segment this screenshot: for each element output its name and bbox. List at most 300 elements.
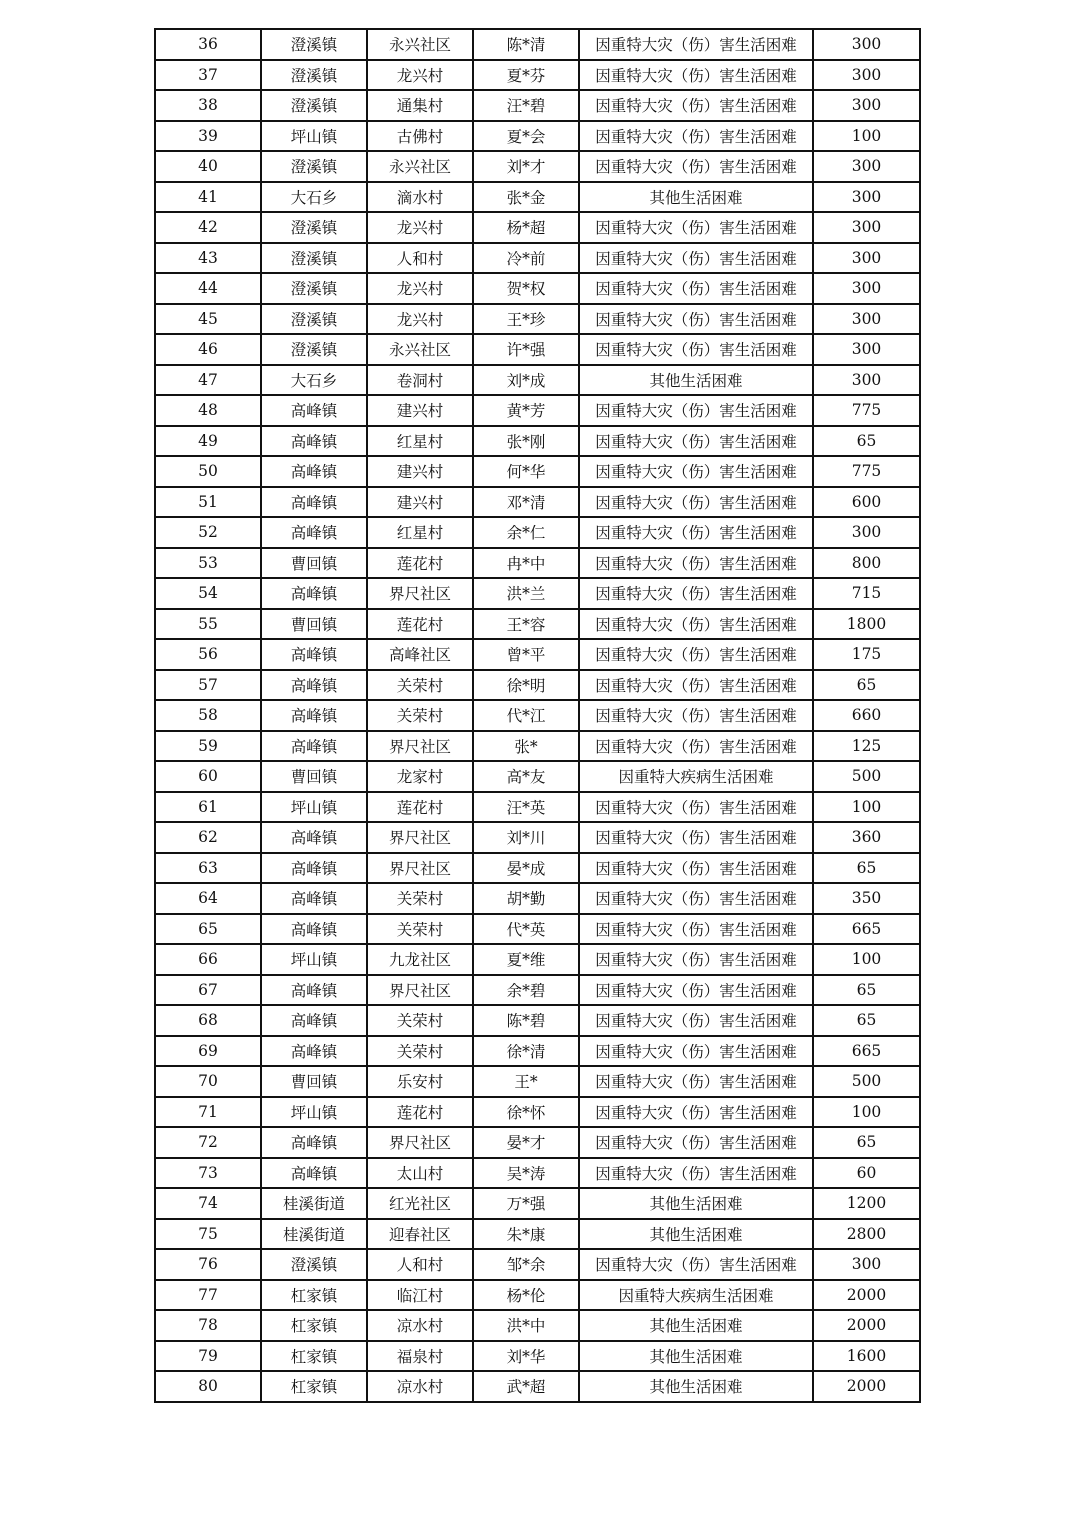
cell-index: 39 bbox=[155, 121, 261, 152]
cell-town: 澄溪镇 bbox=[261, 60, 367, 91]
table-row bbox=[155, 487, 920, 518]
table-row bbox=[155, 792, 920, 823]
cell-index: 73 bbox=[155, 1158, 261, 1189]
cell-town: 高峰镇 bbox=[261, 853, 367, 884]
cell-village: 关荣村 bbox=[367, 670, 473, 701]
cell-reason: 其他生活困难 bbox=[579, 182, 813, 213]
cell-index: 66 bbox=[155, 944, 261, 975]
cell-village: 界尺社区 bbox=[367, 822, 473, 853]
cell-reason: 因重特大灾（伤）害生活困难 bbox=[579, 426, 813, 457]
cell-index: 38 bbox=[155, 90, 261, 121]
cell-reason: 因重特大灾（伤）害生活困难 bbox=[579, 1097, 813, 1128]
cell-index: 76 bbox=[155, 1249, 261, 1280]
cell-village: 凉水村 bbox=[367, 1310, 473, 1341]
cell-amount: 65 bbox=[813, 1005, 920, 1036]
cell-reason: 因重特大灾（伤）害生活困难 bbox=[579, 975, 813, 1006]
cell-amount: 500 bbox=[813, 761, 920, 792]
cell-village: 界尺社区 bbox=[367, 731, 473, 762]
cell-name: 张*金 bbox=[473, 182, 579, 213]
cell-reason: 因重特大灾（伤）害生活困难 bbox=[579, 395, 813, 426]
cell-amount: 65 bbox=[813, 1127, 920, 1158]
cell-reason: 因重特大灾（伤）害生活困难 bbox=[579, 212, 813, 243]
cell-reason: 因重特大灾（伤）害生活困难 bbox=[579, 121, 813, 152]
cell-index: 70 bbox=[155, 1066, 261, 1097]
cell-village: 九龙社区 bbox=[367, 944, 473, 975]
cell-amount: 300 bbox=[813, 90, 920, 121]
cell-village: 永兴社区 bbox=[367, 29, 473, 60]
cell-name: 夏*维 bbox=[473, 944, 579, 975]
cell-name: 汪*碧 bbox=[473, 90, 579, 121]
cell-name: 张*刚 bbox=[473, 426, 579, 457]
cell-index: 45 bbox=[155, 304, 261, 335]
cell-name: 贺*权 bbox=[473, 273, 579, 304]
cell-name: 余*碧 bbox=[473, 975, 579, 1006]
table-row bbox=[155, 273, 920, 304]
cell-amount: 65 bbox=[813, 975, 920, 1006]
cell-index: 46 bbox=[155, 334, 261, 365]
cell-village: 凉水村 bbox=[367, 1371, 473, 1402]
cell-town: 高峰镇 bbox=[261, 1036, 367, 1067]
cell-index: 62 bbox=[155, 822, 261, 853]
cell-name: 余*仁 bbox=[473, 517, 579, 548]
table-row bbox=[155, 1005, 920, 1036]
cell-amount: 665 bbox=[813, 914, 920, 945]
cell-reason: 因重特大灾（伤）害生活困难 bbox=[579, 1249, 813, 1280]
cell-amount: 300 bbox=[813, 182, 920, 213]
cell-amount: 65 bbox=[813, 853, 920, 884]
cell-amount: 360 bbox=[813, 822, 920, 853]
cell-town: 坪山镇 bbox=[261, 944, 367, 975]
cell-town: 高峰镇 bbox=[261, 883, 367, 914]
table-row bbox=[155, 60, 920, 91]
cell-town: 高峰镇 bbox=[261, 700, 367, 731]
cell-reason: 其他生活困难 bbox=[579, 1219, 813, 1250]
table-row bbox=[155, 1066, 920, 1097]
cell-village: 关荣村 bbox=[367, 883, 473, 914]
table-row bbox=[155, 1036, 920, 1067]
cell-index: 40 bbox=[155, 151, 261, 182]
cell-amount: 300 bbox=[813, 1249, 920, 1280]
cell-name: 刘*川 bbox=[473, 822, 579, 853]
cell-amount: 775 bbox=[813, 456, 920, 487]
cell-reason: 其他生活困难 bbox=[579, 1341, 813, 1372]
cell-name: 徐*清 bbox=[473, 1036, 579, 1067]
cell-index: 53 bbox=[155, 548, 261, 579]
cell-index: 47 bbox=[155, 365, 261, 396]
cell-index: 41 bbox=[155, 182, 261, 213]
cell-reason: 其他生活困难 bbox=[579, 1310, 813, 1341]
cell-name: 吴*涛 bbox=[473, 1158, 579, 1189]
cell-village: 永兴社区 bbox=[367, 334, 473, 365]
table-row bbox=[155, 639, 920, 670]
cell-amount: 2000 bbox=[813, 1280, 920, 1311]
cell-name: 杨*伦 bbox=[473, 1280, 579, 1311]
table-row bbox=[155, 456, 920, 487]
cell-name: 王* bbox=[473, 1066, 579, 1097]
table-row bbox=[155, 212, 920, 243]
cell-name: 胡*勤 bbox=[473, 883, 579, 914]
cell-name: 刘*才 bbox=[473, 151, 579, 182]
cell-amount: 2800 bbox=[813, 1219, 920, 1250]
cell-name: 王*容 bbox=[473, 609, 579, 640]
table-row bbox=[155, 700, 920, 731]
cell-index: 67 bbox=[155, 975, 261, 1006]
cell-reason: 因重特大灾（伤）害生活困难 bbox=[579, 334, 813, 365]
table-row bbox=[155, 517, 920, 548]
cell-amount: 300 bbox=[813, 29, 920, 60]
cell-village: 莲花村 bbox=[367, 792, 473, 823]
cell-reason: 因重特大灾（伤）害生活困难 bbox=[579, 1066, 813, 1097]
cell-village: 通集村 bbox=[367, 90, 473, 121]
table-row bbox=[155, 334, 920, 365]
cell-reason: 因重特大灾（伤）害生活困难 bbox=[579, 548, 813, 579]
table-row bbox=[155, 853, 920, 884]
table-row bbox=[155, 1371, 920, 1402]
cell-town: 杠家镇 bbox=[261, 1310, 367, 1341]
cell-town: 高峰镇 bbox=[261, 487, 367, 518]
cell-name: 代*江 bbox=[473, 700, 579, 731]
table-row bbox=[155, 90, 920, 121]
cell-town: 高峰镇 bbox=[261, 731, 367, 762]
cell-amount: 2000 bbox=[813, 1371, 920, 1402]
cell-reason: 因重特大灾（伤）害生活困难 bbox=[579, 456, 813, 487]
cell-amount: 2000 bbox=[813, 1310, 920, 1341]
cell-village: 龙兴村 bbox=[367, 273, 473, 304]
cell-name: 何*华 bbox=[473, 456, 579, 487]
cell-village: 迎春社区 bbox=[367, 1219, 473, 1250]
cell-name: 杨*超 bbox=[473, 212, 579, 243]
cell-amount: 1200 bbox=[813, 1188, 920, 1219]
table-row bbox=[155, 1341, 920, 1372]
cell-index: 61 bbox=[155, 792, 261, 823]
cell-reason: 因重特大灾（伤）害生活困难 bbox=[579, 700, 813, 731]
cell-village: 建兴村 bbox=[367, 456, 473, 487]
cell-reason: 因重特大灾（伤）害生活困难 bbox=[579, 883, 813, 914]
cell-name: 陈*碧 bbox=[473, 1005, 579, 1036]
table-row bbox=[155, 121, 920, 152]
cell-town: 高峰镇 bbox=[261, 578, 367, 609]
table-row bbox=[155, 426, 920, 457]
cell-town: 澄溪镇 bbox=[261, 304, 367, 335]
cell-name: 洪*中 bbox=[473, 1310, 579, 1341]
table-row bbox=[155, 1249, 920, 1280]
cell-index: 77 bbox=[155, 1280, 261, 1311]
cell-name: 王*珍 bbox=[473, 304, 579, 335]
cell-amount: 300 bbox=[813, 273, 920, 304]
cell-village: 龙家村 bbox=[367, 761, 473, 792]
cell-name: 冉*中 bbox=[473, 548, 579, 579]
table-row bbox=[155, 914, 920, 945]
cell-name: 晏*成 bbox=[473, 853, 579, 884]
cell-amount: 100 bbox=[813, 121, 920, 152]
cell-amount: 300 bbox=[813, 365, 920, 396]
cell-village: 红星村 bbox=[367, 517, 473, 548]
cell-index: 80 bbox=[155, 1371, 261, 1402]
cell-village: 关荣村 bbox=[367, 914, 473, 945]
cell-town: 曹回镇 bbox=[261, 548, 367, 579]
cell-town: 澄溪镇 bbox=[261, 334, 367, 365]
cell-name: 邓*清 bbox=[473, 487, 579, 518]
cell-town: 坪山镇 bbox=[261, 792, 367, 823]
cell-town: 高峰镇 bbox=[261, 456, 367, 487]
cell-index: 60 bbox=[155, 761, 261, 792]
cell-name: 万*强 bbox=[473, 1188, 579, 1219]
table-row bbox=[155, 1158, 920, 1189]
table-row bbox=[155, 1280, 920, 1311]
cell-reason: 因重特大灾（伤）害生活困难 bbox=[579, 822, 813, 853]
cell-index: 79 bbox=[155, 1341, 261, 1372]
cell-name: 高*友 bbox=[473, 761, 579, 792]
cell-village: 关荣村 bbox=[367, 700, 473, 731]
table-row bbox=[155, 761, 920, 792]
cell-reason: 因重特大灾（伤）害生活困难 bbox=[579, 487, 813, 518]
cell-town: 杠家镇 bbox=[261, 1341, 367, 1372]
table-row bbox=[155, 151, 920, 182]
cell-amount: 60 bbox=[813, 1158, 920, 1189]
table-row bbox=[155, 1127, 920, 1158]
cell-name: 邹*余 bbox=[473, 1249, 579, 1280]
table-row bbox=[155, 731, 920, 762]
cell-amount: 300 bbox=[813, 304, 920, 335]
cell-amount: 300 bbox=[813, 334, 920, 365]
cell-reason: 因重特大灾（伤）害生活困难 bbox=[579, 304, 813, 335]
cell-town: 大石乡 bbox=[261, 182, 367, 213]
cell-village: 乐安村 bbox=[367, 1066, 473, 1097]
table-row bbox=[155, 182, 920, 213]
cell-amount: 300 bbox=[813, 517, 920, 548]
table-row bbox=[155, 578, 920, 609]
table-row bbox=[155, 822, 920, 853]
cell-village: 界尺社区 bbox=[367, 578, 473, 609]
cell-amount: 100 bbox=[813, 792, 920, 823]
table-row bbox=[155, 395, 920, 426]
table-row bbox=[155, 1097, 920, 1128]
cell-name: 刘*华 bbox=[473, 1341, 579, 1372]
cell-amount: 665 bbox=[813, 1036, 920, 1067]
cell-village: 建兴村 bbox=[367, 487, 473, 518]
cell-index: 49 bbox=[155, 426, 261, 457]
cell-amount: 300 bbox=[813, 212, 920, 243]
cell-town: 澄溪镇 bbox=[261, 90, 367, 121]
cell-index: 72 bbox=[155, 1127, 261, 1158]
cell-town: 桂溪街道 bbox=[261, 1188, 367, 1219]
cell-index: 63 bbox=[155, 853, 261, 884]
cell-name: 汪*英 bbox=[473, 792, 579, 823]
cell-reason: 因重特大灾（伤）害生活困难 bbox=[579, 1158, 813, 1189]
cell-village: 龙兴村 bbox=[367, 212, 473, 243]
cell-village: 关荣村 bbox=[367, 1036, 473, 1067]
cell-town: 澄溪镇 bbox=[261, 1249, 367, 1280]
cell-name: 武*超 bbox=[473, 1371, 579, 1402]
table-row bbox=[155, 1310, 920, 1341]
cell-reason: 因重特大灾（伤）害生活困难 bbox=[579, 1005, 813, 1036]
cell-index: 48 bbox=[155, 395, 261, 426]
cell-town: 高峰镇 bbox=[261, 670, 367, 701]
table-row bbox=[155, 883, 920, 914]
cell-reason: 其他生活困难 bbox=[579, 365, 813, 396]
cell-index: 74 bbox=[155, 1188, 261, 1219]
cell-village: 永兴社区 bbox=[367, 151, 473, 182]
cell-name: 徐*怀 bbox=[473, 1097, 579, 1128]
cell-amount: 1600 bbox=[813, 1341, 920, 1372]
cell-reason: 因重特大灾（伤）害生活困难 bbox=[579, 273, 813, 304]
cell-village: 滴水村 bbox=[367, 182, 473, 213]
cell-name: 陈*清 bbox=[473, 29, 579, 60]
cell-village: 莲花村 bbox=[367, 1097, 473, 1128]
cell-name: 刘*成 bbox=[473, 365, 579, 396]
cell-name: 洪*兰 bbox=[473, 578, 579, 609]
cell-town: 高峰镇 bbox=[261, 822, 367, 853]
cell-village: 红光社区 bbox=[367, 1188, 473, 1219]
cell-index: 69 bbox=[155, 1036, 261, 1067]
cell-town: 高峰镇 bbox=[261, 975, 367, 1006]
cell-reason: 因重特大疾病生活困难 bbox=[579, 761, 813, 792]
cell-amount: 350 bbox=[813, 883, 920, 914]
cell-reason: 因重特大灾（伤）害生活困难 bbox=[579, 517, 813, 548]
cell-town: 坪山镇 bbox=[261, 1097, 367, 1128]
cell-town: 高峰镇 bbox=[261, 639, 367, 670]
cell-index: 52 bbox=[155, 517, 261, 548]
cell-amount: 715 bbox=[813, 578, 920, 609]
cell-reason: 因重特大灾（伤）害生活困难 bbox=[579, 670, 813, 701]
cell-town: 高峰镇 bbox=[261, 517, 367, 548]
cell-village: 高峰社区 bbox=[367, 639, 473, 670]
cell-village: 临江村 bbox=[367, 1280, 473, 1311]
cell-reason: 因重特大灾（伤）害生活困难 bbox=[579, 243, 813, 274]
cell-reason: 因重特大灾（伤）害生活困难 bbox=[579, 578, 813, 609]
cell-town: 曹回镇 bbox=[261, 1066, 367, 1097]
cell-town: 澄溪镇 bbox=[261, 243, 367, 274]
cell-index: 56 bbox=[155, 639, 261, 670]
cell-village: 太山村 bbox=[367, 1158, 473, 1189]
cell-village: 人和村 bbox=[367, 243, 473, 274]
cell-village: 人和村 bbox=[367, 1249, 473, 1280]
cell-village: 关荣村 bbox=[367, 1005, 473, 1036]
cell-name: 曾*平 bbox=[473, 639, 579, 670]
cell-index: 57 bbox=[155, 670, 261, 701]
cell-village: 龙兴村 bbox=[367, 60, 473, 91]
cell-amount: 500 bbox=[813, 1066, 920, 1097]
cell-amount: 1800 bbox=[813, 609, 920, 640]
cell-village: 建兴村 bbox=[367, 395, 473, 426]
cell-amount: 660 bbox=[813, 700, 920, 731]
cell-town: 曹回镇 bbox=[261, 761, 367, 792]
cell-amount: 775 bbox=[813, 395, 920, 426]
cell-amount: 300 bbox=[813, 60, 920, 91]
cell-name: 冷*前 bbox=[473, 243, 579, 274]
cell-village: 红星村 bbox=[367, 426, 473, 457]
cell-reason: 因重特大疾病生活困难 bbox=[579, 1280, 813, 1311]
cell-village: 莲花村 bbox=[367, 609, 473, 640]
cell-town: 澄溪镇 bbox=[261, 273, 367, 304]
cell-village: 界尺社区 bbox=[367, 975, 473, 1006]
cell-amount: 65 bbox=[813, 426, 920, 457]
relief-table bbox=[154, 28, 921, 1403]
cell-index: 59 bbox=[155, 731, 261, 762]
cell-name: 朱*康 bbox=[473, 1219, 579, 1250]
cell-reason: 因重特大灾（伤）害生活困难 bbox=[579, 853, 813, 884]
cell-index: 51 bbox=[155, 487, 261, 518]
cell-town: 高峰镇 bbox=[261, 1158, 367, 1189]
cell-index: 64 bbox=[155, 883, 261, 914]
cell-amount: 100 bbox=[813, 944, 920, 975]
cell-town: 澄溪镇 bbox=[261, 29, 367, 60]
cell-index: 54 bbox=[155, 578, 261, 609]
cell-reason: 因重特大灾（伤）害生活困难 bbox=[579, 639, 813, 670]
cell-town: 曹回镇 bbox=[261, 609, 367, 640]
cell-village: 福泉村 bbox=[367, 1341, 473, 1372]
table-row bbox=[155, 365, 920, 396]
cell-amount: 125 bbox=[813, 731, 920, 762]
table-row bbox=[155, 304, 920, 335]
cell-village: 卷洞村 bbox=[367, 365, 473, 396]
cell-reason: 其他生活困难 bbox=[579, 1188, 813, 1219]
table-row bbox=[155, 944, 920, 975]
cell-village: 界尺社区 bbox=[367, 1127, 473, 1158]
cell-name: 张* bbox=[473, 731, 579, 762]
cell-reason: 因重特大灾（伤）害生活困难 bbox=[579, 90, 813, 121]
cell-town: 杠家镇 bbox=[261, 1280, 367, 1311]
cell-index: 68 bbox=[155, 1005, 261, 1036]
cell-village: 龙兴村 bbox=[367, 304, 473, 335]
cell-village: 古佛村 bbox=[367, 121, 473, 152]
cell-amount: 600 bbox=[813, 487, 920, 518]
cell-town: 澄溪镇 bbox=[261, 151, 367, 182]
cell-index: 50 bbox=[155, 456, 261, 487]
cell-reason: 因重特大灾（伤）害生活困难 bbox=[579, 609, 813, 640]
cell-index: 65 bbox=[155, 914, 261, 945]
cell-reason: 因重特大灾（伤）害生活困难 bbox=[579, 731, 813, 762]
cell-town: 高峰镇 bbox=[261, 395, 367, 426]
cell-town: 高峰镇 bbox=[261, 914, 367, 945]
table-row bbox=[155, 975, 920, 1006]
table-row bbox=[155, 1219, 920, 1250]
cell-name: 晏*才 bbox=[473, 1127, 579, 1158]
cell-town: 高峰镇 bbox=[261, 1005, 367, 1036]
cell-amount: 175 bbox=[813, 639, 920, 670]
cell-reason: 因重特大灾（伤）害生活困难 bbox=[579, 1127, 813, 1158]
cell-village: 界尺社区 bbox=[367, 853, 473, 884]
cell-reason: 因重特大灾（伤）害生活困难 bbox=[579, 1036, 813, 1067]
cell-reason: 因重特大灾（伤）害生活困难 bbox=[579, 151, 813, 182]
cell-index: 36 bbox=[155, 29, 261, 60]
table-row bbox=[155, 548, 920, 579]
cell-name: 夏*会 bbox=[473, 121, 579, 152]
cell-amount: 100 bbox=[813, 1097, 920, 1128]
cell-index: 55 bbox=[155, 609, 261, 640]
cell-index: 71 bbox=[155, 1097, 261, 1128]
cell-name: 徐*明 bbox=[473, 670, 579, 701]
cell-amount: 300 bbox=[813, 243, 920, 274]
cell-town: 坪山镇 bbox=[261, 121, 367, 152]
cell-index: 43 bbox=[155, 243, 261, 274]
cell-name: 代*英 bbox=[473, 914, 579, 945]
table-row bbox=[155, 243, 920, 274]
cell-town: 杠家镇 bbox=[261, 1371, 367, 1402]
cell-reason: 因重特大灾（伤）害生活困难 bbox=[579, 944, 813, 975]
cell-reason: 因重特大灾（伤）害生活困难 bbox=[579, 792, 813, 823]
cell-amount: 65 bbox=[813, 670, 920, 701]
table-body bbox=[155, 29, 920, 1402]
cell-town: 高峰镇 bbox=[261, 1127, 367, 1158]
cell-village: 莲花村 bbox=[367, 548, 473, 579]
cell-amount: 300 bbox=[813, 151, 920, 182]
table-row bbox=[155, 1188, 920, 1219]
cell-reason: 因重特大灾（伤）害生活困难 bbox=[579, 914, 813, 945]
cell-town: 高峰镇 bbox=[261, 426, 367, 457]
cell-reason: 因重特大灾（伤）害生活困难 bbox=[579, 29, 813, 60]
cell-town: 澄溪镇 bbox=[261, 212, 367, 243]
